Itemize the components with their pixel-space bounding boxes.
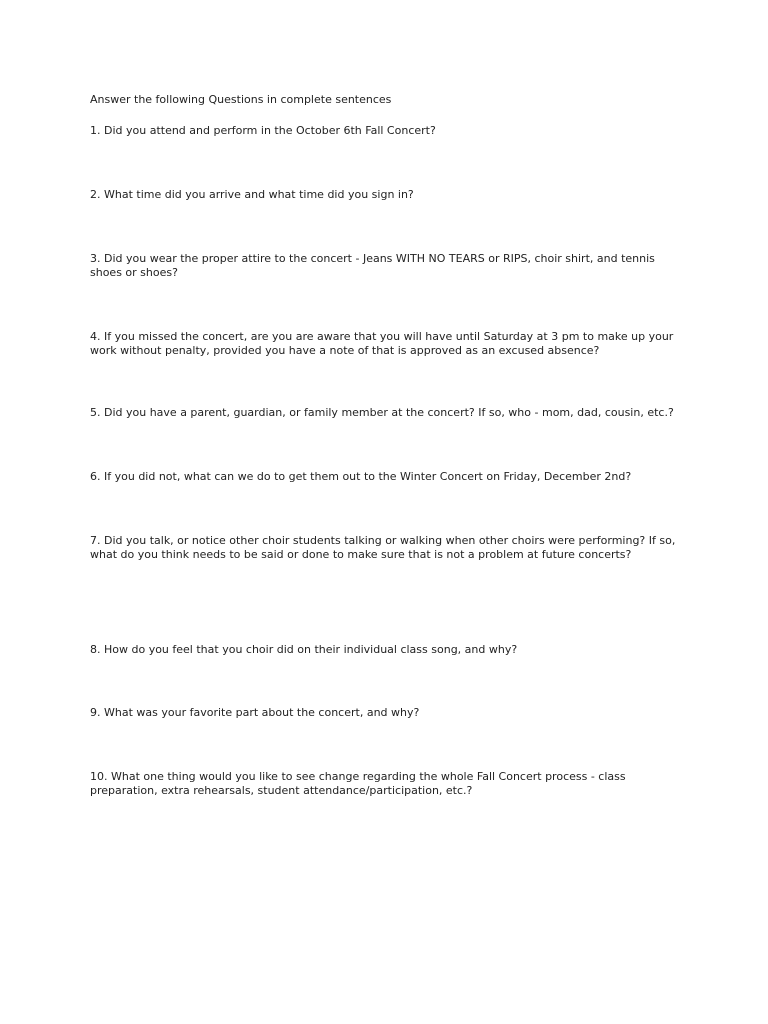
question-5: 5. Did you have a parent, guardian, or family member at the concert? If so, who - mom, dad, cousin, etc.? — [90, 406, 674, 419]
question-10: 10. What one thing would you like to see change regarding the whole Fall Concert process - class preparation, extra rehearsals, student attendance/participation, etc.? — [90, 770, 626, 797]
question-6: 6. If you did not, what can we do to get them out to the Winter Concert on Friday, December 2nd? — [90, 470, 632, 483]
question-4: 4. If you missed the concert, are you are aware that you will have until Saturday at 3 pm to make up your work without penalty, provided you have a note of that is approved as an excused absence? — [90, 330, 674, 357]
question-7: 7. Did you talk, or notice other choir students talking or walking when other choirs were performing? If so, what do you think needs to be said or done to make sure that is not a problem at future concerts? — [90, 534, 676, 561]
question-1: 1. Did you attend and perform in the October 6th Fall Concert? — [90, 124, 436, 137]
question-8: 8. How do you feel that you choir did on their individual class song, and why? — [90, 643, 518, 656]
question-2: 2. What time did you arrive and what time did you sign in? — [90, 188, 414, 201]
question-9: 9. What was your favorite part about the concert, and why? — [90, 706, 420, 719]
question-3: 3. Did you wear the proper attire to the concert - Jeans WITH NO TEARS or RIPS, choir shirt, and tennis shoes or shoes? — [90, 252, 655, 279]
instructions-text: Answer the following Questions in complete sentences — [90, 93, 392, 106]
